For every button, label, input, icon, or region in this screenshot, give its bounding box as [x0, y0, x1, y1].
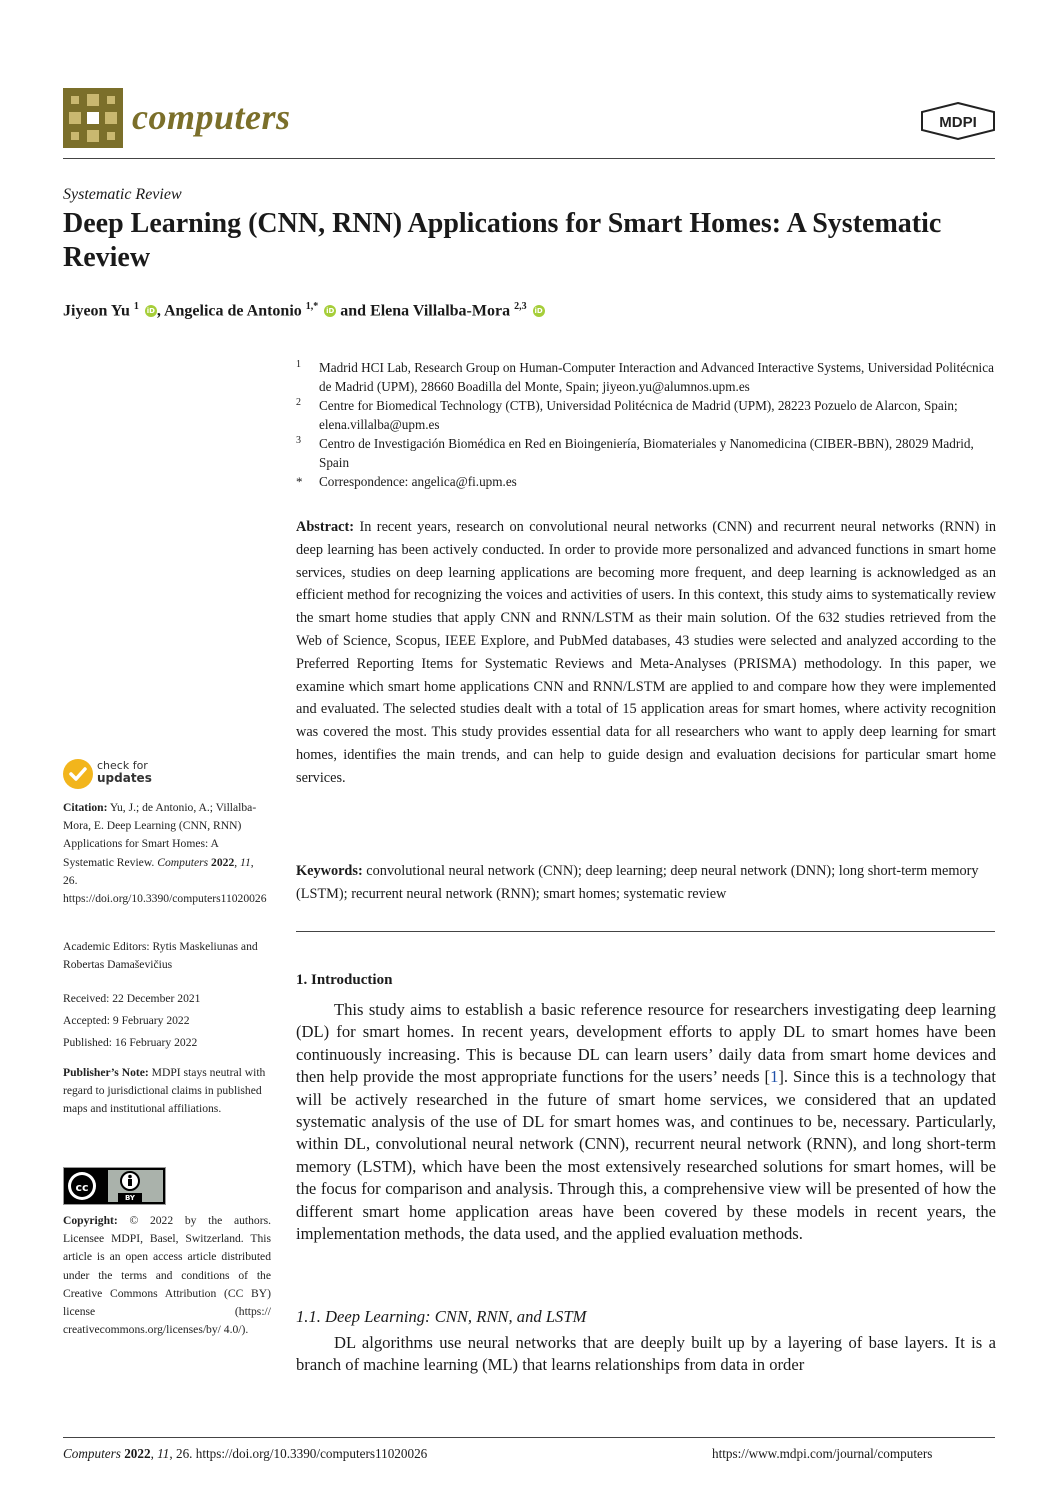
citation-block: Citation: Yu, J.; de Antonio, A.; Villalba-Mora, E. Deep Learning (CNN, RNN) Applications for Smart Homes: A Systematic Review. Computers 2022, 11, 26. https://doi.org/10.3390/computers11020026 — [63, 801, 267, 906]
author-affiliation-sup: 2,3 — [514, 301, 527, 312]
citation-journal: Computers — [157, 855, 209, 869]
check-updates-icon — [63, 759, 93, 789]
citation-label: Citation: — [63, 801, 108, 814]
publication-dates — [63, 990, 271, 1053]
citation-doi[interactable]: , 26. https://doi.org/10.3390/computers11020026 — [63, 855, 267, 906]
reference-link[interactable]: 1 — [770, 1067, 779, 1087]
article-title: Deep Learning (CNN, RNN) Applications for Smart Homes: A Systematic Review — [63, 208, 942, 273]
received-date: Received: 22 December 2021 — [63, 992, 201, 1005]
affiliation-text: Madrid HCI Lab, Research Group on Human-Computer Interaction and Advanced Interactive Systems, Universidad Politécnica de Madrid (UPM), 28660 Boadilla del Monte, Spain; jiyeon.yu@alumnos.upm.es — [319, 360, 994, 394]
accepted-date: Accepted: 9 February 2022 — [63, 1014, 190, 1028]
footer-doi[interactable]: , 26. https://doi.org/10.3390/computers11020026 — [169, 1446, 428, 1461]
copyright-block — [63, 1212, 271, 1339]
author-separator: , — [156, 302, 164, 320]
author-affiliation-sup: 1 — [133, 301, 139, 312]
published-date: Published: 16 February 2022 — [63, 1036, 198, 1050]
footer-volume: 11 — [157, 1446, 170, 1461]
journal-name: computers — [132, 97, 291, 137]
publishers-note-text: MDPI stays neutral with regard to jurisdictional claims in published maps and institutional affiliations. — [63, 1066, 266, 1116]
footer-citation: Computers 2022, 11, 26. https://doi.org/10.3390/computers11020026 — [63, 1446, 428, 1461]
abstract — [296, 516, 996, 790]
author-separator: and — [336, 302, 371, 320]
subsection-heading: 1.1. Deep Learning: CNN, RNN, and LSTM — [296, 1307, 587, 1326]
footer-journal: Computers — [63, 1446, 121, 1461]
keywords-label: Keywords: — [296, 863, 363, 879]
affiliation-text: Centro de Investigación Biomédica en Red en Bioingeniería, Biomateriales y Nanomedicina (CIBER-BBN), 28029 Madrid, Spain — [319, 436, 974, 470]
affiliation-item — [296, 358, 996, 396]
article-type: Systematic Review — [63, 186, 182, 203]
affiliation-item — [296, 472, 996, 491]
author-name[interactable]: Angelica de Antonio — [163, 302, 302, 320]
author-affiliation-sup: 1,* — [305, 301, 319, 312]
citation-volume: 11 — [240, 855, 251, 869]
check-updates-text — [97, 759, 152, 785]
mdpi-logo-text: MDPI — [939, 114, 977, 131]
keywords — [296, 860, 996, 906]
intro-paragraph — [296, 999, 996, 1245]
check-for-updates-badge[interactable] — [63, 757, 203, 791]
paragraph-text: ]. Since this is a technology that will be actively researched in the future of smart home services, we considered that an updated systematic analysis of the use of DL for smart homes was, and continues to be, necessary. Particularly, within DL, convolutional neural network (CNN), recurrent neural network (RNN), and long short-term memory (LSTM), which have been the most extensively researched solutions for smart homes, will be the focus for comparison and analysis. Through this, a comprehensive view will be presented of how the different smart home application areas have been covered by these models in recent years, the implementation methods, the data used, and the applied evaluation methods. — [296, 1067, 996, 1244]
keywords-text: convolutional neural network (CNN); deep learning; deep neural network (DNN); long short-term memory (LSTM); recurrent neural network (RNN); smart homes; systematic review — [296, 863, 979, 902]
citation-text: Yu, J.; de Antonio, A.; Villalba-Mora, E. Deep Learning (CNN, RNN) Applications for Smart Homes: A Systematic Review. — [63, 801, 257, 869]
journal-logo — [63, 88, 123, 148]
affiliation-number: 1 — [296, 359, 301, 370]
correspondence-text: Correspondence: angelica@fi.upm.es — [319, 474, 517, 489]
cc-icon: cc — [75, 1181, 89, 1194]
affiliation-number: * — [296, 474, 303, 489]
affiliation-number: 3 — [296, 435, 301, 446]
subsection-paragraph: DL algorithms use neural networks that are deeply built up by a layering of base layers. It is a branch of machine learning (ML) that learns relationships from data in order — [296, 1333, 996, 1375]
abstract-text: In recent years, research on convolutional neural networks (CNN) and recurrent neural networks (RNN) in deep learning has been actively conducted. In order to provide more personalized and advanced functions in smart home services, studies on deep learning applications are becoming more frequent, and deep learning is acknowledged as an efficient method for recognizing the voices and activities of users. In this context, this study aims to systematically review the smart home studies that apply CNN and RNN/LSTM as their main solution. Of the 632 studies retrieved from the Web of Science, Scopus, IEEE Explore, and PubMed databases, 43 studies were selected and analyzed according to the Preferred Reporting Items for Systematic Reviews and Meta-Analyses (PRISMA) methodology. In this paper, we examine which smart home applications CNN and RNN/LSTM are applied to and compare how they were implemented and evaluated. The selected studies dealt with a total of 15 application areas for smart homes, where activity recognition was covered the most. This study provides essential data for all researchers who want to apply deep learning for smart homes, identifies the main trends, and can help to guide design and evaluation decisions for particular smart home services. — [296, 519, 996, 786]
footer-year: 2022 — [124, 1446, 151, 1461]
paragraph-text: This study aims to establish a basic reference resource for researchers investigating deep learning (DL) for smart homes. In recent years, development efforts to apply DL to smart homes have been continuously increasing. This is because DL can learn users’ daily data from smart home devices and then help provide the most appropriate functions for the users’ needs [ — [296, 1000, 996, 1087]
author-name[interactable]: Elena Villalba-Mora — [370, 302, 511, 320]
check-updates-line1: check for — [97, 759, 148, 772]
footer-journal-url[interactable]: https://www.mdpi.com/journal/computers — [712, 1446, 933, 1461]
check-updates-line2: updates — [97, 771, 152, 785]
orcid-icon[interactable]: iD — [146, 307, 155, 316]
copyright-text: © 2022 by the authors. Licensee MDPI, Basel, Switzerland. This article is an open access article distributed under the terms and conditions of the Creative Commons Attribution (CC BY) license (https:// creativecommons.org/licenses/by/ 4.0/). — [63, 1214, 271, 1337]
author-name[interactable]: Jiyeon Yu — [63, 302, 130, 320]
affiliations — [296, 358, 996, 491]
orcid-icon[interactable]: iD — [534, 307, 543, 316]
cc-by-license-badge[interactable] — [63, 1167, 166, 1205]
copyright-label: Copyright: — [63, 1214, 118, 1227]
footer-rule — [63, 1437, 995, 1438]
publishers-note — [63, 1064, 271, 1119]
cc-by-text: BY — [124, 1194, 136, 1202]
section-rule — [296, 931, 995, 932]
citation-year: 2022 — [211, 855, 235, 869]
affiliation-text: Centre for Biomedical Technology (CTB), Universidad Politécnica de Madrid (UPM), 28223 Pozuelo de Alarcon, Spain; elena.villalba@upm.es — [319, 398, 958, 432]
orcid-icon[interactable]: iD — [326, 307, 335, 316]
mdpi-logo — [918, 102, 998, 140]
section-heading: 1. Introduction — [296, 972, 393, 988]
publishers-note-label: Publisher’s Note: — [63, 1066, 149, 1079]
header-rule — [63, 158, 995, 159]
affiliation-item — [296, 434, 996, 472]
author-list — [63, 301, 545, 320]
affiliation-number: 2 — [296, 397, 301, 408]
affiliation-item — [296, 396, 996, 434]
abstract-label: Abstract: — [296, 519, 354, 535]
academic-editors: Academic Editors: Rytis Maskeliunas and Robertas Damaševičius — [63, 940, 258, 972]
